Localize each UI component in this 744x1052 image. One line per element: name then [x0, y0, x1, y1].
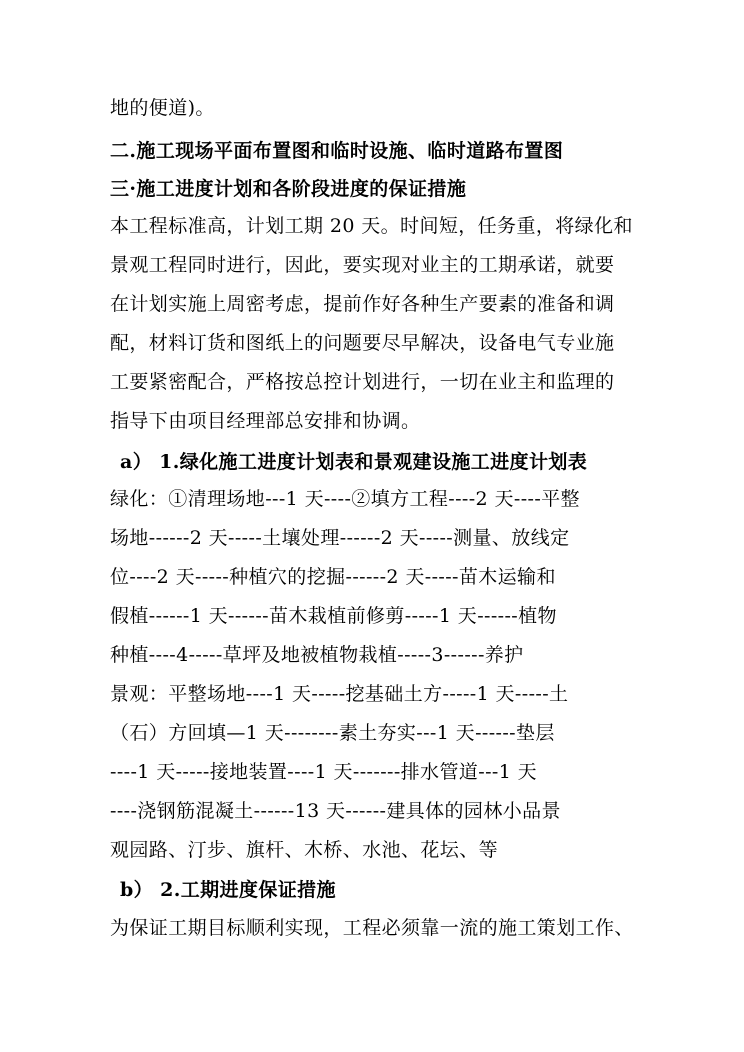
schedule-line-8: ----1 天-----接地装置----1 天-------排水管道---1 天: [110, 761, 538, 783]
paragraph-line-4: 配，材料订货和图纸上的问题要尽早解决，设备电气专业施: [110, 332, 615, 354]
text-line-1: 地的便道)。: [110, 97, 215, 119]
paragraph-line-3: 在计划实施上周密考虑，提前作好各种生产要素的准备和调: [110, 293, 615, 315]
schedule-line-5: 种植----4-----草坪及地被植物栽植-----3------养护: [110, 644, 524, 666]
schedule-line-4: 假植------1 天------苗木栽植前修剪-----1 天------植物: [110, 605, 557, 627]
paragraph-line-2: 景观工程同时进行，因此，要实现对业主的工期承诺，就要: [110, 254, 615, 276]
section-heading-2: 二.施工现场平面布置图和临时设施、临时道路布置图: [110, 140, 564, 162]
schedule-line-1: 绿化：①清理场地---1 天----②填方工程----2 天----平整: [110, 488, 580, 510]
schedule-line-6: 景观：平整场地----1 天-----挖基础土方-----1 天-----土: [110, 683, 569, 705]
paragraph-line-5: 工要紧密配合，严格按总控计划进行，一切在业主和监理的: [110, 371, 615, 393]
schedule-line-3: 位----2 天-----种植穴的挖掘------2 天-----苗木运输和: [110, 566, 556, 588]
paragraph-line-last: 为保证工期目标顺利实现，工程必须靠一流的施工策划工作、: [110, 917, 634, 939]
schedule-line-9: ----浇钢筋混凝土------13 天------建具体的园林小品景: [110, 800, 561, 822]
subheading-a: a） 1.绿化施工进度计划表和景观建设施工进度计划表: [120, 451, 588, 473]
paragraph-line-6: 指导下由项目经理部总安排和协调。: [110, 410, 421, 432]
section-heading-3: 三·施工进度计划和各阶段进度的保证措施: [110, 178, 467, 200]
schedule-line-7: （石）方回填—1 天--------素土夯实---1 天------垫层: [110, 722, 555, 744]
subheading-b: b） 2.工期进度保证措施: [120, 879, 336, 901]
schedule-line-2: 场地------2 天-----土壤处理------2 天-----测量、放线定: [110, 527, 570, 549]
schedule-line-10: 观园路、汀步、旗杆、木桥、水池、花坛、等: [110, 839, 499, 861]
paragraph-line-1: 本工程标准高，计划工期 20 天。时间短，任务重，将绿化和: [110, 215, 633, 237]
